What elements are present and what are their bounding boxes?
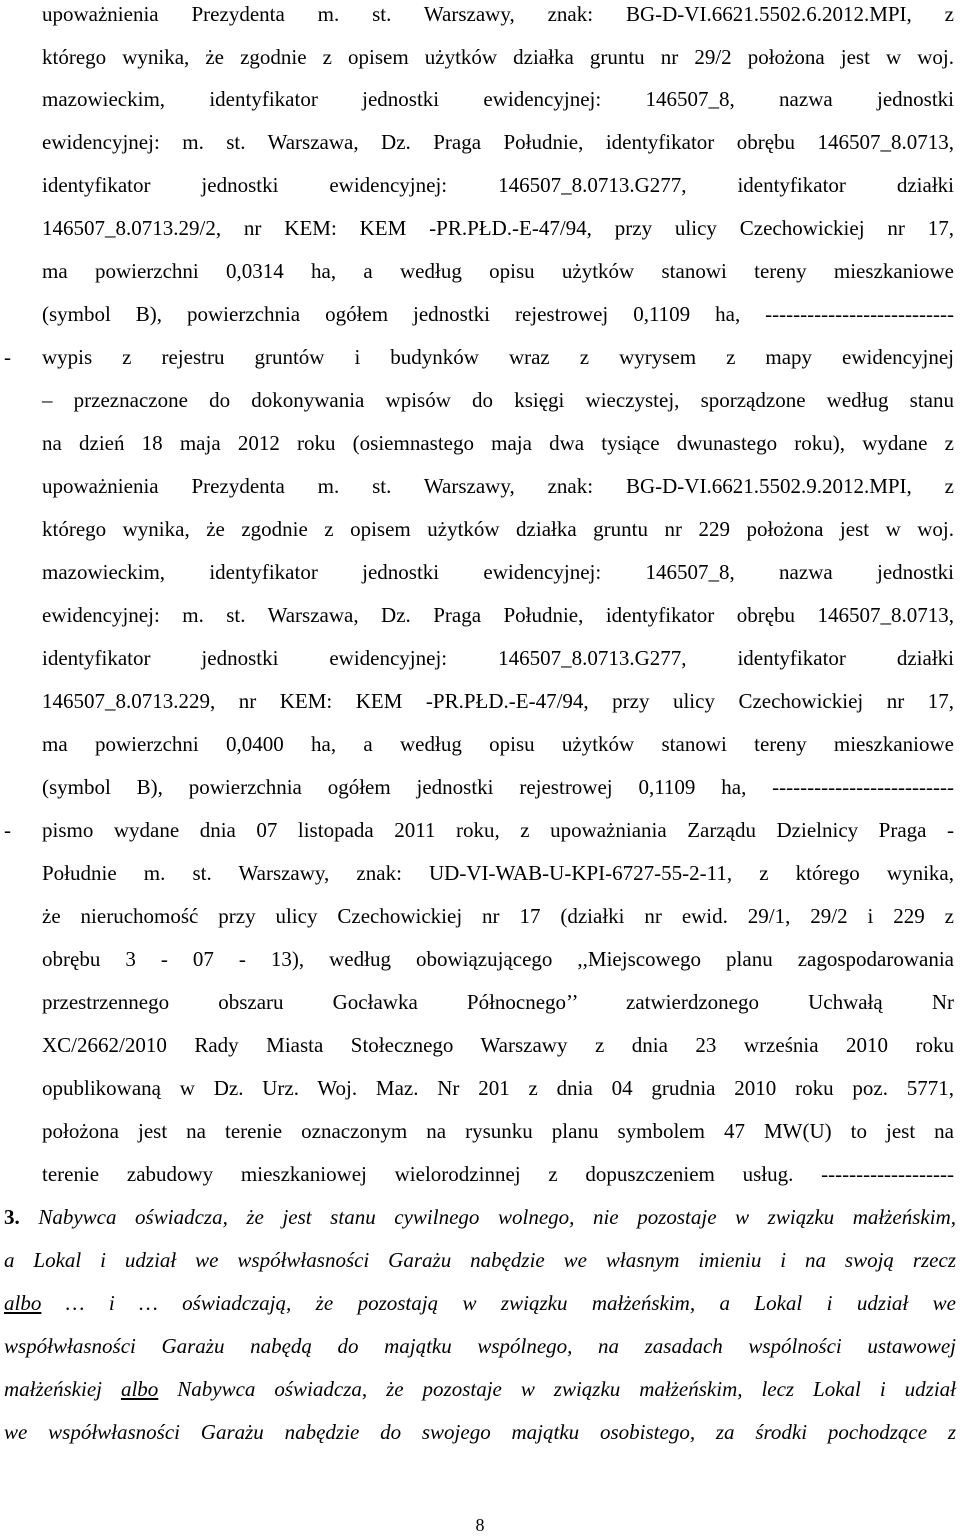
section-text: Nabywca oświadcza, że pozostaje w związku małżeńskim, lecz Lokal i udział: [158, 1377, 956, 1401]
text-line: – przeznaczone do dokonywania wpisów do księgi wieczystej, sporządzone według stanu: [42, 388, 954, 412]
text-line: ma powierzchni 0,0314 ha, a według opisu użytków stanowi tereny mieszkaniowe: [42, 259, 954, 283]
text-line: na dzień 18 maja 2012 roku (osiemnastego maja dwa tysiące dwunastego roku), wydane z: [42, 431, 954, 455]
section-text: Nabywca oświadcza, że jest stanu cywilnego wolnego, nie pozostaje w związku małżeńskim,: [38, 1205, 956, 1229]
text-line: którego wynika, że zgodnie z opisem użytków działka gruntu nr 229 położona jest w woj.: [42, 517, 954, 541]
section-text: małżeńskiej: [4, 1377, 121, 1401]
section-3-line: [4, 1375, 956, 1403]
text-line: terenie zabudowy mieszkaniowej wielorodzinnej z dopuszczeniem usług. -------------------: [42, 1162, 954, 1186]
text-line: położona jest na terenie oznaczonym na rysunku planu symbolem 47 MW(U) to jest na: [42, 1119, 954, 1143]
underlined-albo: albo: [120, 1377, 159, 1401]
text-line: że nieruchomość przy ulicy Czechowickiej nr 17 (działki nr ewid. 29/1, 29/2 i 229 z: [42, 904, 954, 928]
text-line: upoważnienia Prezydenta m. st. Warszawy, znak: BG-D-VI.6621.5502.9.2012.MPI, z: [42, 474, 954, 498]
section-3-line: [4, 1203, 956, 1231]
list-dash: -: [4, 818, 11, 842]
text-line: przestrzennego obszaru Gocławka Północnego’’ zatwierdzonego Uchwałą Nr: [42, 990, 954, 1014]
text-line: opublikowaną w Dz. Urz. Woj. Maz. Nr 201 z dnia 04 grudnia 2010 roku poz. 5771,: [42, 1076, 954, 1100]
text-line: 146507_8.0713.229, nr KEM: KEM -PR.PŁD.-E-47/94, przy ulicy Czechowickiej nr 17,: [42, 689, 954, 713]
section-text: … i … oświadczają, że pozostają w związku małżeńskim, a Lokal i udział we: [41, 1291, 956, 1315]
text-line: XC/2662/2010 Rady Miasta Stołecznego Warszawy z dnia 23 września 2010 roku: [42, 1033, 954, 1057]
text-line: ma powierzchni 0,0400 ha, a według opisu użytków stanowi tereny mieszkaniowe: [42, 732, 954, 756]
text-line: (symbol B), powierzchnia ogółem jednostki rejestrowej 0,1109 ha, --------------------------: [42, 775, 954, 799]
list-dash: -: [4, 345, 11, 369]
section-number: 3.: [4, 1205, 20, 1229]
text-line: identyfikator jednostki ewidencyjnej: 146507_8.0713.G277, identyfikator działki: [42, 646, 954, 670]
section-3-line: współwłasności Garażu nabędą do majątku wspólnego, na zasadach wspólności ustawowej: [4, 1334, 956, 1358]
text-line: którego wynika, że zgodnie z opisem użytków działka gruntu nr 29/2 położona jest w woj.: [42, 45, 954, 69]
text-line: mazowieckim, identyfikator jednostki ewidencyjnej: 146507_8, nazwa jednostki: [42, 560, 954, 584]
section-3-line: [4, 1289, 956, 1317]
text-line: ewidencyjnej: m. st. Warszawa, Dz. Praga Południe, identyfikator obrębu 146507_8.0713,: [42, 130, 954, 154]
text-line: upoważnienia Prezydenta m. st. Warszawy, znak: BG-D-VI.6621.5502.6.2012.MPI, z: [42, 2, 954, 26]
underlined-albo: albo: [4, 1291, 42, 1315]
section-3-line: a Lokal i udział we współwłasności Garażu nabędzie we własnym imieniu i na swoją rzecz: [4, 1248, 956, 1272]
text-line: identyfikator jednostki ewidencyjnej: 146507_8.0713.G277, identyfikator działki: [42, 173, 954, 197]
text-line: ewidencyjnej: m. st. Warszawa, Dz. Praga Południe, identyfikator obrębu 146507_8.0713,: [42, 603, 954, 627]
text-line: pismo wydane dnia 07 listopada 2011 roku, z upoważniania Zarządu Dzielnicy Praga -: [42, 818, 954, 842]
section-3-line: we współwłasności Garażu nabędzie do swojego majątku osobistego, za środki pochodzące z: [4, 1420, 956, 1444]
page-number: 8: [475, 1515, 485, 1535]
text-line: wypis z rejestru gruntów i budynków wraz z wyrysem z mapy ewidencyjnej: [42, 345, 954, 369]
text-line: 146507_8.0713.29/2, nr KEM: KEM -PR.PŁD.-E-47/94, przy ulicy Czechowickiej nr 17,: [42, 216, 954, 240]
text-line: (symbol B), powierzchnia ogółem jednostki rejestrowej 0,1109 ha, ---------------------------: [42, 302, 954, 326]
text-line: obrębu 3 - 07 - 13), według obowiązującego ,,Miejscowego planu zagospodarowania: [42, 947, 954, 971]
text-line: Południe m. st. Warszawy, znak: UD-VI-WAB-U-KPI-6727-55-2-11, z którego wynika,: [42, 861, 954, 885]
text-line: mazowieckim, identyfikator jednostki ewidencyjnej: 146507_8, nazwa jednostki: [42, 87, 954, 111]
